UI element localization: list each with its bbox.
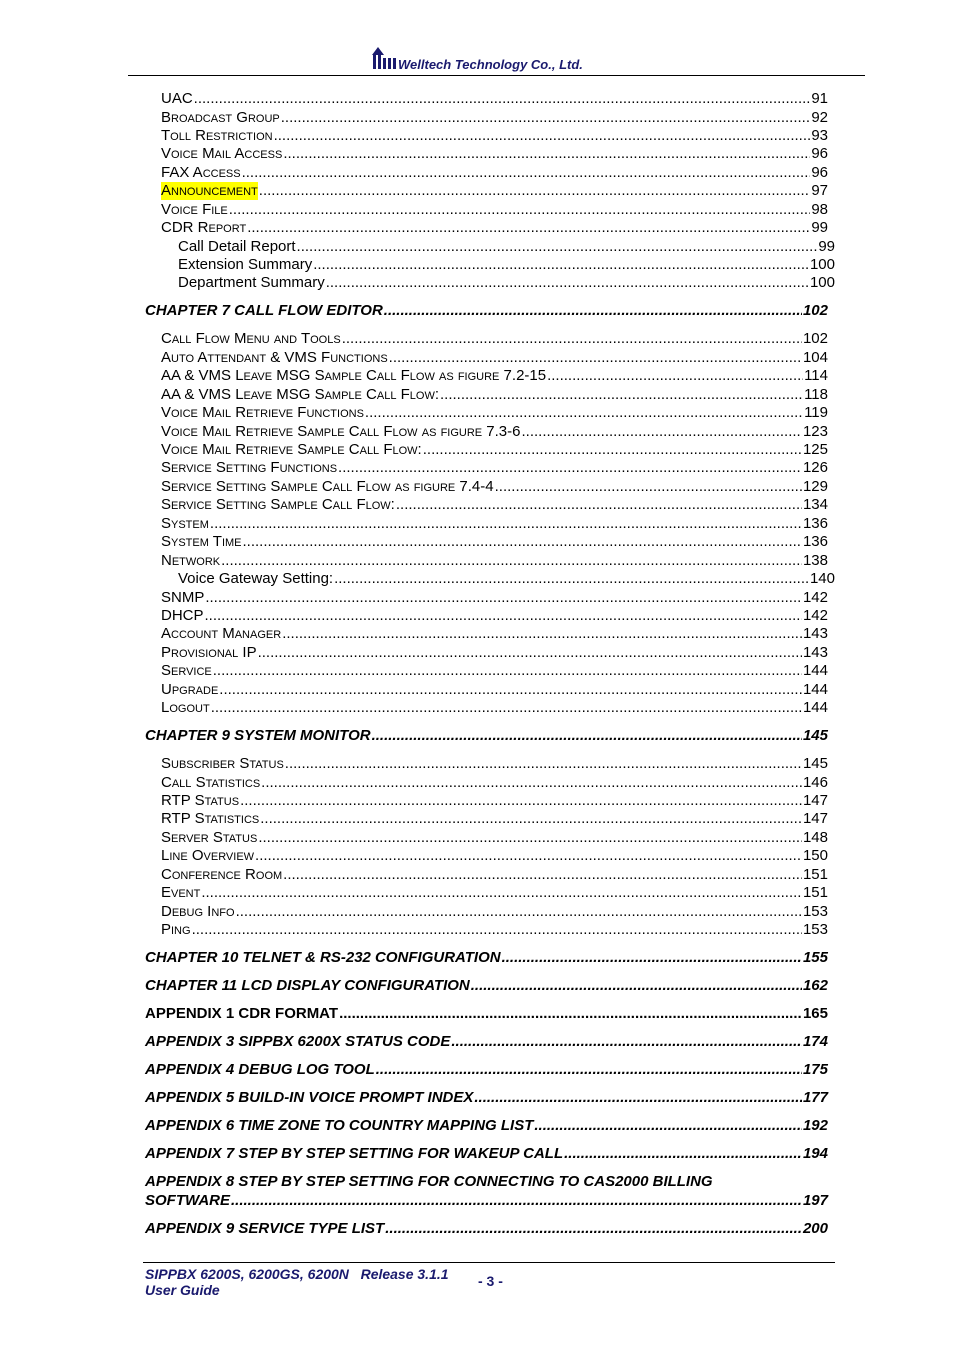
toc-entry-rtp-statistics[interactable]: RTP Statistics ..... 147 xyxy=(161,810,828,828)
toc-entry-fax-access[interactable]: FAX Access ..... 96 xyxy=(161,164,828,182)
toc-entry-appendix-1[interactable]: APPENDIX 1 CDR FORMAT ..... 165 xyxy=(145,1005,828,1023)
toc-entry-uac[interactable]: UAC ..... 91 xyxy=(161,90,828,108)
toc-entry-ping[interactable]: Ping ..... 153 xyxy=(161,921,828,939)
toc-entry-upgrade[interactable]: Upgrade ..... 144 xyxy=(161,681,828,699)
toc-entry-service-setting-sample[interactable]: Service Setting Sample Call Flow: ..... 134 xyxy=(161,496,828,514)
toc-entry-chapter-7[interactable]: CHAPTER 7 CALL FLOW EDITOR ..... 102 xyxy=(145,302,828,320)
toc-entry-conference-room[interactable]: Conference Room ..... 151 xyxy=(161,866,828,884)
toc-entry-snmp[interactable]: SNMP ..... 142 xyxy=(161,589,828,607)
toc-entry-auto-attendant[interactable]: Auto Attendant & VMS Functions ..... 104 xyxy=(161,349,828,367)
toc-entry-cdr-report[interactable]: CDR Report ..... 99 xyxy=(161,219,828,237)
footer-divider xyxy=(143,1262,835,1263)
toc-entry-chapter-10[interactable]: CHAPTER 10 TELNET & RS-232 CONFIGURATION ..... 155 xyxy=(145,949,828,967)
toc-entry-network[interactable]: Network ..... 138 xyxy=(161,552,828,570)
page-number: - 3 - xyxy=(478,1273,503,1289)
toc-entry-appendix-9[interactable]: APPENDIX 9 SERVICE TYPE LIST ..... 200 xyxy=(145,1220,828,1238)
toc-entry-subscriber-status[interactable]: Subscriber Status ..... 145 xyxy=(161,755,828,773)
toc-entry-logout[interactable]: Logout ..... 144 xyxy=(161,699,828,717)
toc-entry-call-statistics[interactable]: Call Statistics ..... 146 xyxy=(161,774,828,792)
toc-entry-service[interactable]: Service ..... 144 xyxy=(161,662,828,680)
footer-product xyxy=(145,1266,449,1298)
toc-entry-chapter-11[interactable]: CHAPTER 11 LCD DISPLAY CONFIGURATION ..... 162 xyxy=(145,977,828,995)
toc-entry-voice-file[interactable]: Voice File ..... 98 xyxy=(161,201,828,219)
company-name: Welltech Technology Co., Ltd. xyxy=(398,57,583,72)
toc-entry-aa-vms-sample[interactable]: AA & VMS Leave MSG Sample Call Flow: ..... 118 xyxy=(161,386,828,404)
toc-entry-appendix-6[interactable]: APPENDIX 6 TIME ZONE TO COUNTRY MAPPING LIST ..... 192 xyxy=(145,1117,828,1135)
toc-entry-line-overview[interactable]: Line Overview ..... 150 xyxy=(161,847,828,865)
footer-doc-line: User Guide xyxy=(145,1282,220,1298)
toc-entry-appendix-5[interactable]: APPENDIX 5 BUILD-IN VOICE PROMPT INDEX ..... 177 xyxy=(145,1089,828,1107)
toc-entry-department-summary[interactable]: Department Summary ..... 100 xyxy=(178,274,835,292)
toc-entry-service-setting-functions[interactable]: Service Setting Functions ..... 126 xyxy=(161,459,828,477)
toc-entry-account-manager[interactable]: Account Manager ..... 143 xyxy=(161,625,828,643)
toc-entry-appendix-8-line-1[interactable]: APPENDIX 8 STEP BY STEP SETTING FOR CONNECTING TO CAS2000 BILLING xyxy=(145,1173,713,1190)
toc-entry-chapter-9[interactable]: CHAPTER 9 SYSTEM MONITOR ..... 145 xyxy=(145,727,828,745)
toc-entry-voice-mail-access[interactable]: Voice Mail Access ..... 96 xyxy=(161,145,828,163)
toc-entry-appendix-4[interactable]: APPENDIX 4 DEBUG LOG TOOL ..... 175 xyxy=(145,1061,828,1079)
toc-entry-toll-restriction[interactable]: Toll Restriction ..... 93 xyxy=(161,127,828,145)
toc-entry-server-status[interactable]: Server Status ..... 148 xyxy=(161,829,828,847)
toc-entry-vm-retrieve-sample[interactable]: Voice Mail Retrieve Sample Call Flow: ..... 125 xyxy=(161,441,828,459)
toc-entry-call-detail-report[interactable]: Call Detail Report ..... 99 xyxy=(178,238,835,256)
toc-entry-appendix-8[interactable]: SOFTWARE ..... 197 xyxy=(145,1192,828,1210)
toc-entry-service-setting-sample-figure[interactable]: Service Setting Sample Call Flow as figure 7.4-4 ..... 129 xyxy=(161,478,828,496)
toc-entry-appendix-3[interactable]: APPENDIX 3 SIPPBX 6200X STATUS CODE ..... 174 xyxy=(145,1033,828,1051)
toc-entry-vm-retrieve-functions[interactable]: Voice Mail Retrieve Functions ..... 119 xyxy=(161,404,828,422)
toc-entry-call-flow-menu[interactable]: Call Flow Menu and Tools ..... 102 xyxy=(161,330,828,348)
toc-entry-system-time[interactable]: System Time ..... 136 xyxy=(161,533,828,551)
toc-entry-debug-info[interactable]: Debug Info ..... 153 xyxy=(161,903,828,921)
footer-product-line: SIPPBX 6200S, 6200GS, 6200N Release 3.1.1 xyxy=(145,1266,449,1282)
toc-entry-broadcast-group[interactable]: Broadcast Group ..... 92 xyxy=(161,109,828,127)
toc-entry-voice-gateway-setting[interactable]: Voice Gateway Setting: ..... 140 xyxy=(178,570,835,588)
toc-entry-extension-summary[interactable]: Extension Summary ..... 100 xyxy=(178,256,835,274)
toc-entry-vm-retrieve-sample-figure[interactable]: Voice Mail Retrieve Sample Call Flow as figure 7.3-6 ..... 123 xyxy=(161,423,828,441)
toc-entry-dhcp[interactable]: DHCP ..... 142 xyxy=(161,607,828,625)
toc-entry-event[interactable]: Event ..... 151 xyxy=(161,884,828,902)
toc-entry-appendix-7[interactable]: APPENDIX 7 STEP BY STEP SETTING FOR WAKEUP CALL ..... 194 xyxy=(145,1145,828,1163)
toc-entry-announcement[interactable]: Announcement ..... 97 xyxy=(161,182,828,200)
toc-entry-rtp-status[interactable]: RTP Status ..... 147 xyxy=(161,792,828,810)
toc-entry-provisional-ip[interactable]: Provisional IP ..... 143 xyxy=(161,644,828,662)
toc-entry-aa-vms-sample-figure[interactable]: AA & VMS Leave MSG Sample Call Flow as figure 7.2-15 ..... 114 xyxy=(161,367,828,385)
toc-entry-system[interactable]: System ..... 136 xyxy=(161,515,828,533)
